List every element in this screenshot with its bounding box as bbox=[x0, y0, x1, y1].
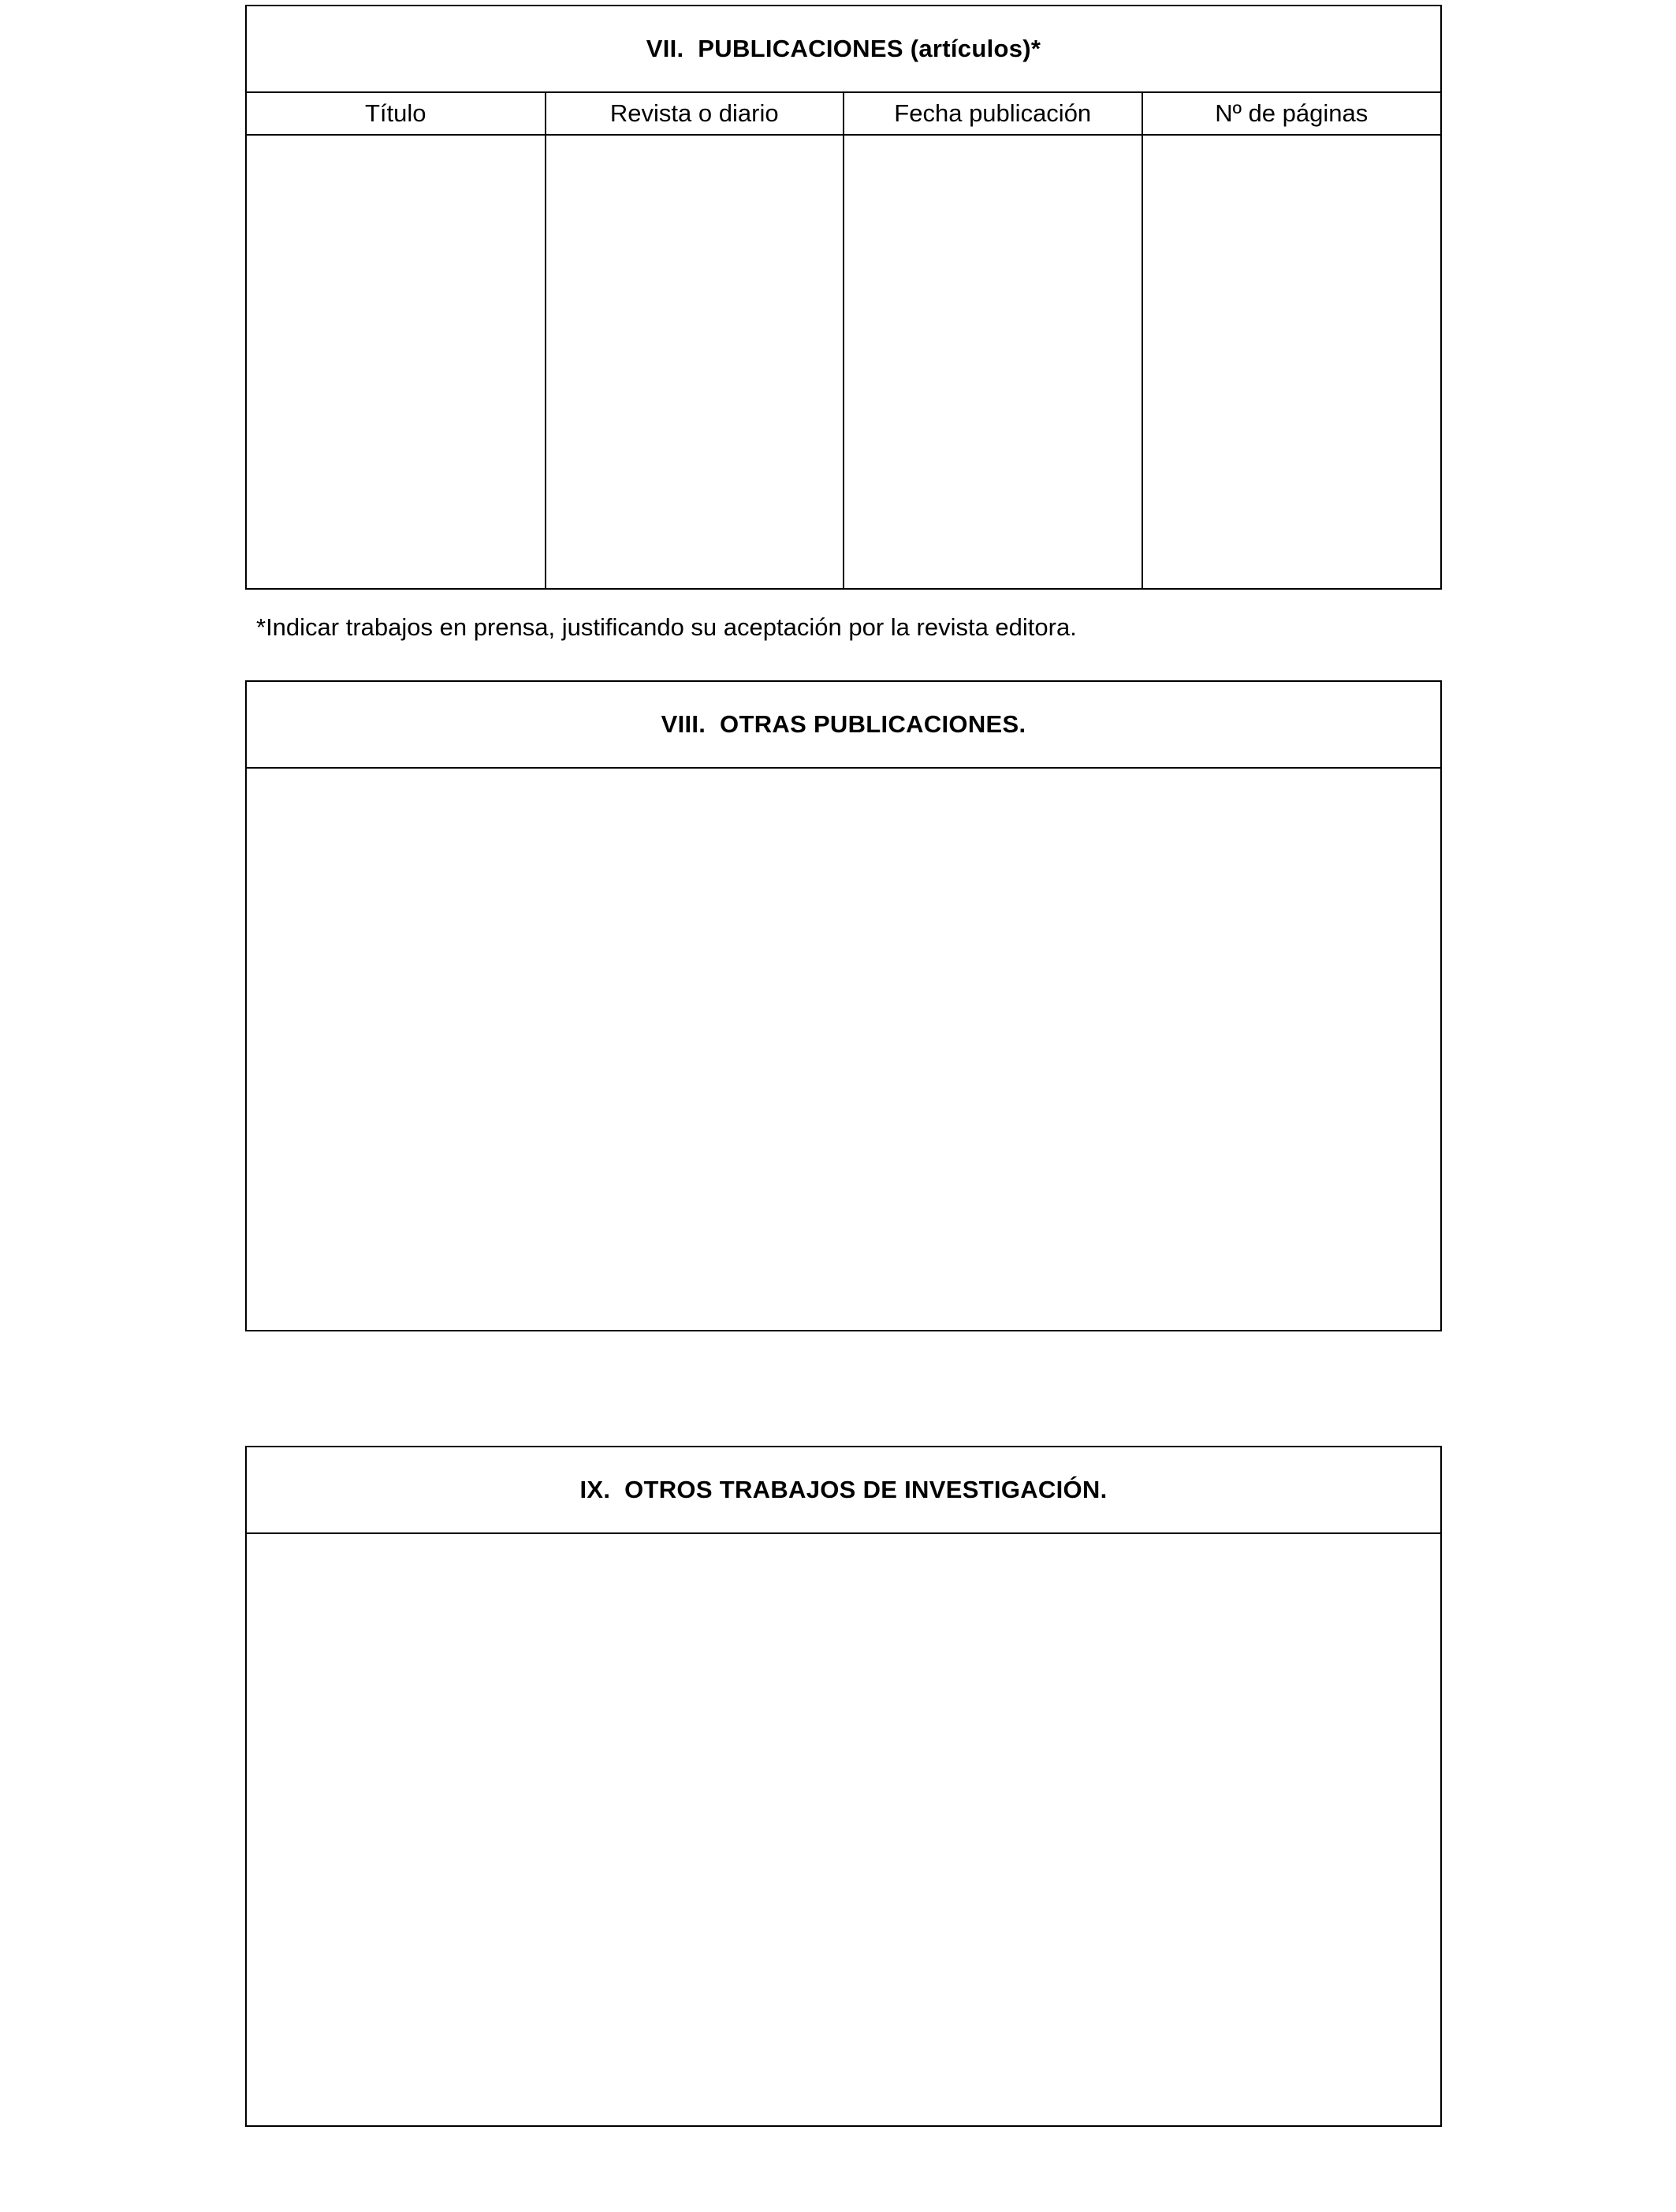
section-otras-publicaciones-title-text: VIII. OTRAS PUBLICACIONES. bbox=[661, 710, 1026, 738]
section-publicaciones-title-text: VII. PUBLICACIONES (artículos)* bbox=[646, 35, 1041, 62]
column-header-paginas: Nº de páginas bbox=[1142, 93, 1441, 135]
section-publicaciones bbox=[245, 5, 1442, 590]
table-row bbox=[247, 135, 1440, 588]
column-header-revista: Revista o diario bbox=[546, 93, 844, 135]
section-otros-trabajos-title bbox=[247, 1447, 1440, 1534]
cell-titulo-input[interactable] bbox=[247, 135, 546, 588]
table-header-row bbox=[247, 93, 1440, 135]
cell-paginas-input[interactable] bbox=[1142, 135, 1441, 588]
section-otras-publicaciones bbox=[245, 680, 1442, 1331]
section-publicaciones-title bbox=[247, 6, 1440, 93]
cell-fecha-input[interactable] bbox=[844, 135, 1142, 588]
column-header-titulo: Título bbox=[247, 93, 546, 135]
cell-revista-input[interactable] bbox=[546, 135, 844, 588]
footnote: *Indicar trabajos en prensa, justificando su aceptación por la revista editora. bbox=[256, 613, 1077, 641]
otros-trabajos-field[interactable] bbox=[247, 1534, 1440, 2212]
section-otros-trabajos bbox=[245, 1446, 1442, 2127]
section-otros-trabajos-title-text: IX. OTROS TRABAJOS DE INVESTIGACIÓN. bbox=[579, 1476, 1108, 1503]
publicaciones-table bbox=[247, 93, 1440, 588]
otras-publicaciones-field[interactable] bbox=[247, 769, 1440, 1417]
column-header-fecha: Fecha publicación bbox=[844, 93, 1142, 135]
section-otras-publicaciones-title bbox=[247, 682, 1440, 769]
